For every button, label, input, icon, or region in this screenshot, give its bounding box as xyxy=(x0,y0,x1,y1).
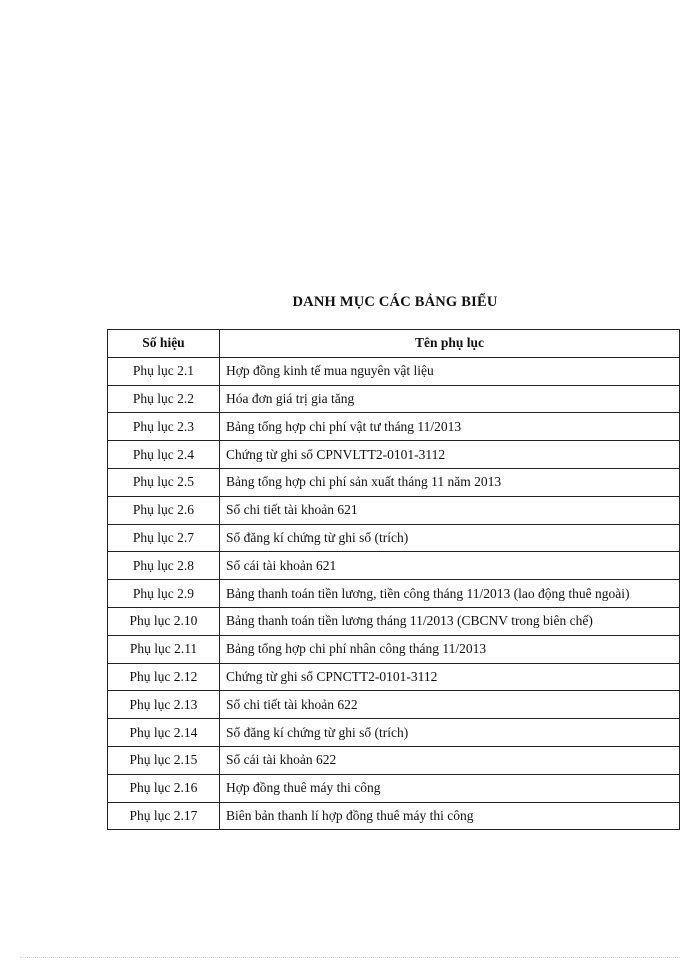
table-row xyxy=(108,524,680,552)
table-row xyxy=(108,496,680,524)
appendix-number: Phụ lục 2.1 xyxy=(108,357,220,385)
appendix-name: Hợp đồng kinh tế mua nguyên vật liệu xyxy=(220,357,680,385)
table-row xyxy=(108,441,680,469)
appendix-number: Phụ lục 2.17 xyxy=(108,802,220,830)
appendix-number: Phụ lục 2.15 xyxy=(108,746,220,774)
appendix-name: Sổ cái tài khoản 622 xyxy=(220,746,680,774)
appendix-name: Bảng tổng hợp chi phí vật tư tháng 11/2013 xyxy=(220,413,680,441)
appendix-name: Bảng thanh toán tiền lương tháng 11/2013 (CBCNV trong biên chế) xyxy=(220,607,680,635)
appendix-name: Sổ đăng kí chứng từ ghi sổ (trích) xyxy=(220,719,680,747)
table-row xyxy=(108,552,680,580)
table-row xyxy=(108,635,680,663)
appendix-name: Bảng tổng hợp chi phí nhân công tháng 11/2013 xyxy=(220,635,680,663)
table-row xyxy=(108,774,680,802)
appendix-name: Sổ cái tài khoản 621 xyxy=(220,552,680,580)
appendix-number: Phụ lục 2.13 xyxy=(108,691,220,719)
appendix-name: Sổ đăng kí chứng từ ghi sổ (trích) xyxy=(220,524,680,552)
appendix-number: Phụ lục 2.9 xyxy=(108,580,220,608)
table-row xyxy=(108,580,680,608)
appendix-name: Bảng tổng hợp chi phí sản xuất tháng 11 năm 2013 xyxy=(220,468,680,496)
appendix-number: Phụ lục 2.7 xyxy=(108,524,220,552)
appendix-name: Hóa đơn giá trị gia tăng xyxy=(220,385,680,413)
appendix-number: Phụ lục 2.6 xyxy=(108,496,220,524)
table-row xyxy=(108,691,680,719)
header-name: Tên phụ lục xyxy=(220,330,680,358)
table-row xyxy=(108,746,680,774)
appendix-name: Chứng từ ghi sổ CPNCTT2-0101-3112 xyxy=(220,663,680,691)
table-row xyxy=(108,719,680,747)
appendix-name: Biên bản thanh lí hợp đồng thuê máy thi công xyxy=(220,802,680,830)
appendix-number: Phụ lục 2.3 xyxy=(108,413,220,441)
table-row xyxy=(108,357,680,385)
table-header-row xyxy=(108,330,680,358)
table-row xyxy=(108,385,680,413)
appendix-name: Bảng thanh toán tiền lương, tiền công tháng 11/2013 (lao động thuê ngoài) xyxy=(220,580,680,608)
table-row xyxy=(108,468,680,496)
appendix-number: Phụ lục 2.12 xyxy=(108,663,220,691)
page-title: DANH MỤC CÁC BẢNG BIỂU xyxy=(292,294,498,310)
appendix-table xyxy=(107,329,680,830)
table-row xyxy=(108,413,680,441)
appendix-name: Sổ chi tiết tài khoản 622 xyxy=(220,691,680,719)
page-bottom-divider xyxy=(20,957,680,958)
appendix-name: Hợp đồng thuê máy thi công xyxy=(220,774,680,802)
appendix-number: Phụ lục 2.2 xyxy=(108,385,220,413)
appendix-name: Sổ chi tiết tài khoản 621 xyxy=(220,496,680,524)
appendix-number: Phụ lục 2.10 xyxy=(108,607,220,635)
table-row xyxy=(108,663,680,691)
header-number: Số hiệu xyxy=(108,330,220,358)
appendix-number: Phụ lục 2.4 xyxy=(108,441,220,469)
appendix-number: Phụ lục 2.8 xyxy=(108,552,220,580)
appendix-name: Chứng từ ghi sổ CPNVLTT2-0101-3112 xyxy=(220,441,680,469)
appendix-number: Phụ lục 2.11 xyxy=(108,635,220,663)
appendix-number: Phụ lục 2.5 xyxy=(108,468,220,496)
appendix-number: Phụ lục 2.16 xyxy=(108,774,220,802)
table-row xyxy=(108,607,680,635)
appendix-number: Phụ lục 2.14 xyxy=(108,719,220,747)
table-row xyxy=(108,802,680,830)
